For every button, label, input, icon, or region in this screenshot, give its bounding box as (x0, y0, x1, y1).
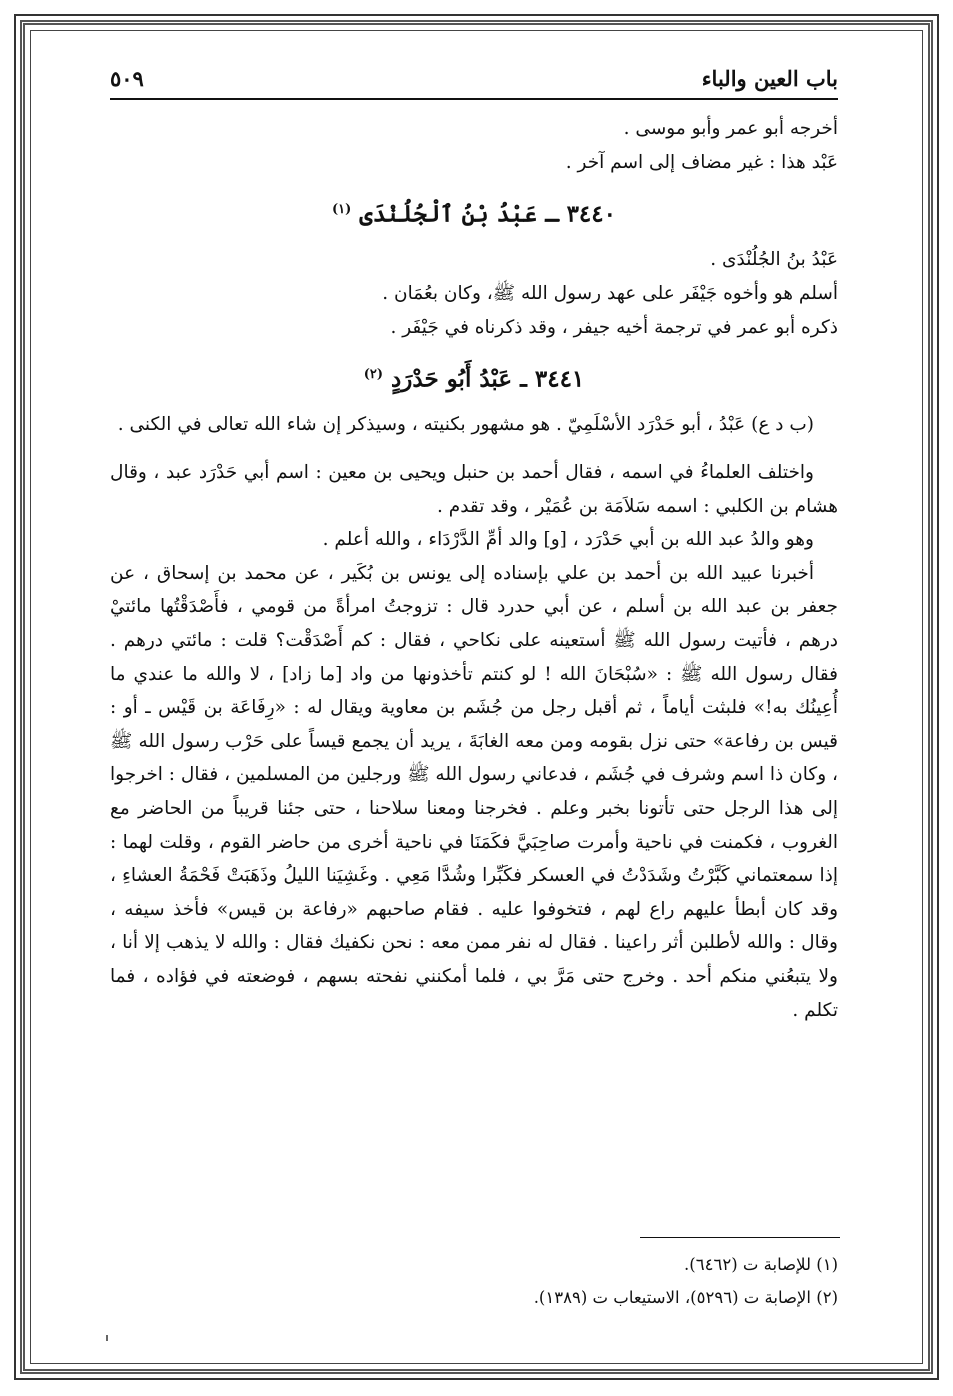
paragraph: أخبرنا عبيد الله بن أحمد بن علي بإسناده إلى يونس بن بُكَير ، عن محمد بن إسحاق ، عن جعفر بن عبد الله بن أسلم ، عن أبي حدرد قال : تزوجتُ امرأةً من قومي ، فأَصْدَقْتُها مائتيْ درهم ، فأتيت رسول الله ﷺ أستعينه على نكاحي ، فقال : كم أَصْدَقْت؟ قلت : مائتي درهم . فقال رسول الله ﷺ : «سُبْحَانَ الله ! لو كنتم تأخذونها من واد [ما زاد] ، لا والله ما عندي ما أُعِينُك به!» فلبثت أياماً ، ثم أقبل رجل من جُشَم بن معاوية ويقال له : «رِفَاعَة بن قَيْس ـ أو : قيس بن رفاعة» حتى نزل بقومه ومن معه الغابَةَ ، يريد أن يجمع قيساً على حَرْب رسول الله ﷺ ، وكان ذا اسم وشرف في جُشَم ، فدعاني رسول الله ﷺ ورجلين من المسلمين ، فقال : اخرجوا إلى هذا الرجل حتى تأتونا بخبر وعلم . فخرجنا ومعنا سلاحنا ، حتى جئنا قريباً من الحاضر مع الغروب ، فكمنت في ناحية وأمرت صاحِبَيَّ فكَمَنَا في ناحية أخرى من حاضر القوم ، وقلت لهما : إذا سمعتماني كَبَّرْتُ وشَدَدْتُ في العسكر فكَبِّرا وشُدَّا مَعِي . وغَشِيَنا الليلُ وذَهَبَتْ فَحْمَةُ العشاءِ ، وقد كان أبطأ عليهم راع لهم ، فتخوفوا عليه . فقام صاحبهم «رفاعة بن قيس» فأخذ سيفه ، وقال : والله لأطلبن أثر راعينا . فقال له نفر ممن معه : نحن نكفيك فقال : والله لا يذهب إلا أنا ، ولا يتبعُني منكم أحد . وخرج حتى مَرَّ بي ، فلما أمكنني نفحته بسهم ، فوضعته في فؤاده ، فما تكلم . (110, 562, 838, 1021)
paragraph: وهو والدُ عبد الله بن أبي حَدْرَد ، [و] والد أمِّ الدَّرْدَاء ، والله أعلم . (322, 529, 814, 551)
paragraph: (ب د ع) عَبْدُ ، أبو حَدْرَد الأسْلَمِيّ . هو مشهور بكنيته ، وسيذكر إن شاء الله تعالى في الكنى . (117, 414, 814, 436)
text-line: أخرجه أبو عمر وأبو موسى . (623, 118, 838, 139)
chapter-title: باب العين والباء (701, 66, 838, 91)
text-line: أسلم هو وأخوه جَيْفَر على عهد رسول الله ﷺ، وكان بعُمَان . (382, 283, 838, 305)
scan-mark (106, 1335, 108, 1341)
entry-heading (110, 193, 838, 231)
text-line: عَبْد هذا : غير مضاف إلى اسم آخر . (565, 151, 838, 173)
paragraph: واختلف العلماءُ في اسمه ، فقال أحمد بن حنبل ويحيى بن معين : اسم أبي حَدْرَد عبد ، وقال هشام بن الكلبي : اسمه سَلاَمَة بن عُمَيْر ، وقد تقدم . (110, 462, 838, 517)
footnote-marker: (١) (332, 202, 352, 218)
text-line: عَبْدُ بنُ الجُلُنْدَى . (710, 249, 838, 271)
footnotes (110, 1248, 838, 1314)
footnote-separator (640, 1237, 840, 1238)
entry-heading-text: ٣٤٤٠ ـ عَبْدُ بْنُ ٱلْجُلُنْدَى (359, 200, 616, 228)
running-header (110, 62, 838, 100)
entry-heading-text: ٣٤٤١ ـ عَبْدُ أَبُو حَدْرَدٍ (391, 365, 585, 393)
entry-heading (110, 358, 838, 396)
main-text (110, 112, 838, 1027)
text-line: ذكره أبو عمر في ترجمة أخيه جيفر ، وقد ذكرناه في جَيْفَر . (390, 316, 838, 338)
footnote: (٢) الإصابة ت (٥٢٩٦)، الاستيعاب ت (١٣٨٩). (533, 1288, 838, 1307)
footnote-marker: (٢) (363, 367, 384, 383)
page-number: ٥٠٩ (110, 66, 144, 91)
footnote: (١) للإصابة ت (٦٤٦٢). (684, 1255, 838, 1274)
